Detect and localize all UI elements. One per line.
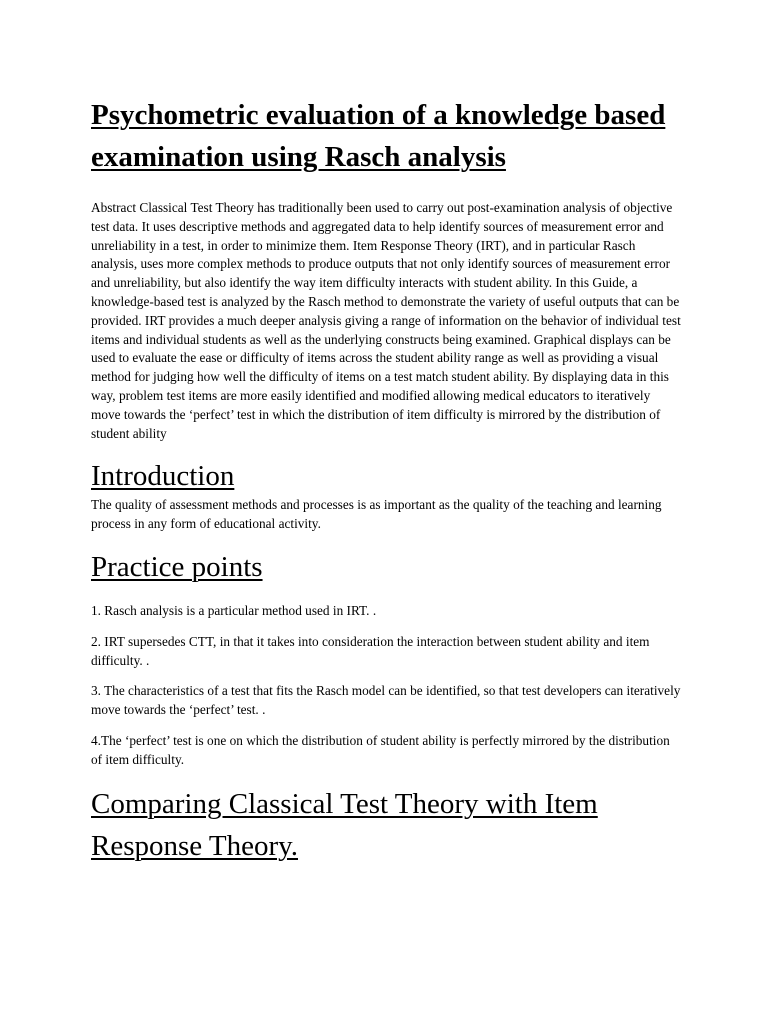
practice-point-item: 3. The characteristics of a test that fits the Rasch model can be identified, so that test developers can iteratively move towards the ‘perfect’ test. . xyxy=(91,683,681,718)
practice-points-heading: Practice points xyxy=(91,550,263,583)
practice-point-item: 1. Rasch analysis is a particular method used in IRT. . xyxy=(91,602,377,618)
document-page xyxy=(91,94,681,867)
introduction-heading: Introduction xyxy=(91,460,235,493)
practice-point-item: 2. IRT supersedes CTT, in that it takes into consideration the interaction between student ability and item difficulty. . xyxy=(91,633,650,668)
introduction-paragraph: The quality of assessment methods and processes is as important as the quality of the teaching and learning process in any form of educational activity. xyxy=(91,497,662,532)
abstract-paragraph: Abstract Classical Test Theory has traditionally been used to carry out post-examination analysis of objective test data. It uses descriptive methods and aggregated data to help identify sources of measurement error and unreliability in a test, in order to minimize them. Item Response Theory (IRT), and in particular Rasch analysis, uses more complex methods to produce outputs that not only identify sources of measurement error and unreliability, but also identify the way item difficulty interacts with student ability. In this Guide, a knowledge-based test is analyzed by the Rasch method to demonstrate the variety of useful outputs that can be provided. IRT provides a much deeper analysis giving a range of information on the behavior of individual test items and individual students as well as the underlying constructs being examined. Graphical displays can be used to evaluate the ease or difficulty of items across the student ability range as well as providing a visual method for judging how well the difficulty of items on a test match student ability. By displaying data in this way, problem test items are more easily identified and modified allowing medical educators to iteratively move towards the ‘perfect’ test in which the distribution of item difficulty is mirrored by the distribution of student ability xyxy=(91,200,681,441)
document-title: Psychometric evaluation of a knowledge based examination using Rasch analysis xyxy=(91,99,666,173)
practice-points-list xyxy=(91,602,681,770)
practice-point-item: 4.The ‘perfect’ test is one on which the distribution of student ability is perfectly mirrored by the distribution of item difficulty. xyxy=(91,732,670,767)
comparing-heading: Comparing Classical Test Theory with Item Response Theory. xyxy=(91,787,598,862)
